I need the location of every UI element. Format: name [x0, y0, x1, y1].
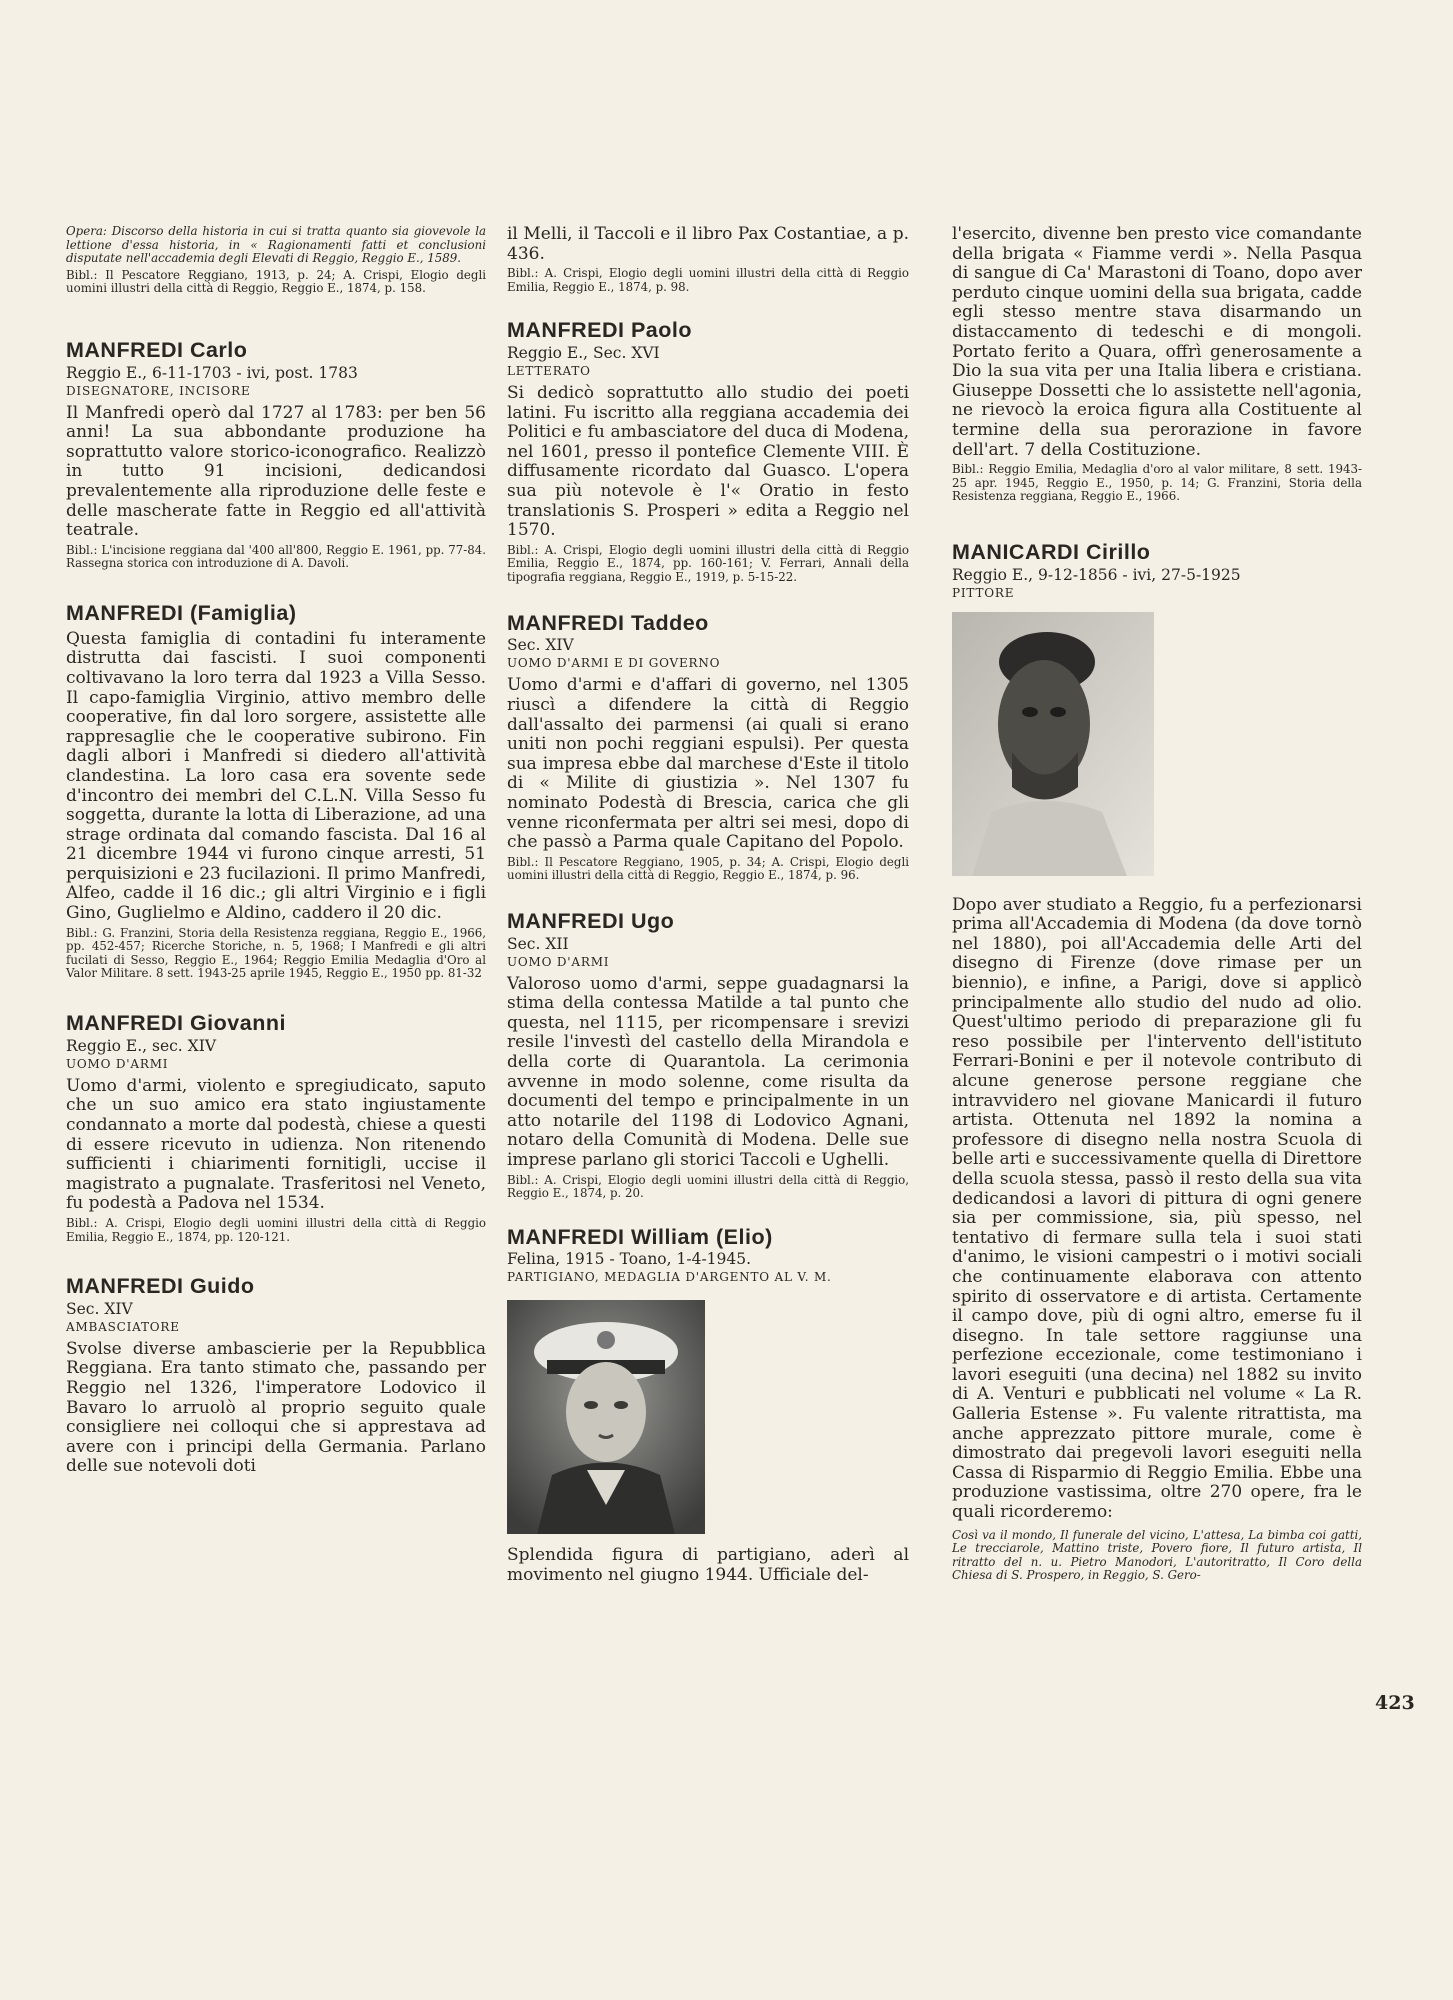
- bibliography: Bibl.: A. Crispi, Elogio degli uomini illustri della città di Reggio, Reggio E., 1874, p. 20.: [507, 1172, 909, 1201]
- entry-title: [507, 611, 909, 636]
- bibliography: Bibl.: G. Franzini, Storia della Resistenza reggiana, Reggio E., 1966, pp. 452-457; Ricerche Storiche, n. 5, 1968; I Manfredi e gli altri fucilati di Sesso, Reggio E., 1964; Reggio Emilia Medaglia d'Oro al Valor Militare. 8 sett. 1943-25 aprile 1945, Reggio E., 1950 pp. 81-32: [66, 925, 486, 981]
- entry-title: [66, 601, 486, 626]
- entry-role: PITTORE: [952, 585, 1015, 600]
- surname: MANICARDI: [952, 539, 1080, 564]
- given-name: (Famiglia): [189, 601, 297, 626]
- given-name: Taddeo: [630, 610, 709, 635]
- entry-text: il Melli, il Taccoli e il libro Pax Costantiae, a p. 436.: [507, 224, 909, 264]
- bibliography: Bibl.: A. Crispi, Elogio degli uomini illustri della città di Reggio Emilia, Reggio E., 1874, pp. 160-161; V. Ferrari, Annali della tipografia reggiana, Reggio E., 1919, p. 5-15-22.: [507, 542, 909, 585]
- entry-dates: Reggio E., Sec. XVI: [507, 344, 660, 363]
- bibliography: Bibl.: L'incisione reggiana dal '400 all'800, Reggio E. 1961, pp. 77-84. Rassegna storica con introduzione di A. Davoli.: [66, 542, 486, 571]
- entry-dates: Reggio E., 6-11-1703 - ivi, post. 1783: [66, 363, 358, 382]
- entry-manfredi-ugo: [507, 909, 909, 1201]
- entry-text: Dopo aver studiato a Reggio, fu a perfezionarsi prima all'Accademia di Modena (da dove tornò nel 1880), poi all'Accademia delle Arti del disegno di Firenze (dove rimase per un biennio), e infine, a Parigi, dove si applicò principalmente allo studio del nudo ad olio. Quest'ultimo periodo di preparazione gli fu reso possibile per l'intervento dell'istituto Ferrari-Bonini e per il notevole contributo di alcune generose persone reggiane che intravvidero nel giovane Manicardi il futuro artista. Ottenuta nel 1892 la nomina a professore di disegno nella nostra Scuola di belle arti e successivamente quella di Direttore della scuola stessa, passò il resto della sua vita dedicandosi a lavori di pittura di ogni genere sia per commissione, sia, più spesso, nel tentativo di fermare sulla tela i suoi stati d'animo, le visioni campestri o i motivi sociali che continuamente elaborava con attento spirito di osservatore e di artista. Certamente il campo dove, più di ogni altro, emerse fu il disegno. In tale settore raggiunse una perfezione eccezionale, come testimoniano i lavori eseguiti (una decina) nel 1882 su invito di A. Venturi e pubblicati nel volume « La R. Galleria Estense ». Fu valente ritrattista, ma anche apprezzato pittore murale, come è dimostrato dai pregevoli lavori eseguiti nella Cassa di Risparmio di Reggio Emilia. Ebbe una produzione vastissima, oltre 270 opere, fra le quali ricorderemo:: [952, 894, 1362, 1523]
- given-name: Ugo: [630, 908, 675, 933]
- entry-title: [507, 1225, 909, 1250]
- entry-dates: Reggio E., 9-12-1856 - ivi, 27-5-1925: [952, 565, 1241, 584]
- entry-manfredi-paolo: [507, 318, 909, 584]
- given-name: Paolo: [630, 318, 692, 343]
- entry-continuation: [507, 225, 909, 294]
- surname: MANFREDI: [66, 1274, 184, 1299]
- entry-role: PARTIGIANO, MEDAGLIA D'ARGENTO AL V. M.: [507, 1270, 832, 1285]
- given-name: Giovanni: [189, 1011, 286, 1036]
- entry-text: Uomo d'armi, violento e spregiudicato, saputo che un suo amico era stato ingiustamente condannato a morte dal podestà, chiese a questi di essere ricevuto in udienza. Non ritenendo sufficienti i chiarimenti fornitigli, uccise il magistrato a pugnalate. Trasferitosi nel Veneto, fu podestà a Padova nel 1534.: [66, 1075, 486, 1214]
- entry-dates: Sec. XIV: [507, 636, 574, 655]
- given-name: William (Elio): [630, 1224, 773, 1249]
- entry-title: [66, 1274, 486, 1299]
- surname: MANFREDI: [507, 610, 625, 635]
- entry-role: UOMO D'ARMI E DI GOVERNO: [507, 656, 721, 671]
- entry-manfredi-carlo: [66, 338, 486, 571]
- entry-role: LETTERATO: [507, 364, 591, 379]
- portrait-image: [952, 612, 1154, 876]
- column-2: [507, 225, 909, 1606]
- entry-text: Splendida figura di partigiano, aderì al movimento nel giugno 1944. Ufficiale del-: [507, 1545, 909, 1586]
- entry-manicardi-cirillo: [952, 540, 1362, 1583]
- entry-manfredi-william: [507, 1225, 909, 1586]
- entry-role: DISEGNATORE, INCISORE: [66, 383, 251, 398]
- entry-continuation: [952, 225, 1362, 504]
- entry-dates: Sec. XIV: [66, 1299, 133, 1318]
- entry-role: UOMO D'ARMI: [66, 1056, 169, 1071]
- entry-text: Uomo d'armi e d'affari di governo, nel 1305 riuscì a difendere la città di Reggio dall'assalto dei parmensi (ai quali si erano uniti non pochi reggiani espulsi). Per questa sua impresa ebbe dal marchese d'Este il titolo di « Milite di giustizia ». Nel 1307 fu nominato Podestà di Brescia, carica che gli venne riconfermata per altri sei mesi, dopo di che passò a Parma quale Capitano del Popolo.: [507, 675, 909, 853]
- entry-text: Svolse diverse ambascierie per la Repubblica Reggiana. Era tanto stimato che, passando per Reggio nel 1326, l'imperatore Lodovico il Bavaro lo arruolò al proprio seguito quale consigliere nei colloqui che si apprestava ad avere con i principi della Germania. Parlano delle sue notevoli doti: [66, 1338, 486, 1477]
- bibliography: Bibl.: Il Pescatore Reggiano, 1913, p. 24; A. Crispi, Elogio degli uomini illustri della città di Reggio, Reggio E., 1874, p. 158.: [66, 267, 486, 296]
- column-3: [952, 225, 1362, 1603]
- bibliography: Bibl.: A. Crispi, Elogio degli uomini illustri della città di Reggio Emilia, Reggio E., 1874, pp. 120-121.: [66, 1215, 486, 1244]
- entry-manfredi-taddeo: [507, 611, 909, 883]
- entry-manfredi-famiglia: [66, 601, 486, 981]
- surname: MANFREDI: [507, 1224, 625, 1249]
- entry-title: [66, 1011, 486, 1036]
- entry-text: Si dedicò soprattutto allo studio dei poeti latini. Fu iscritto alla reggiana accademia dei Politici e fu ambasciatore del duca di Modena, nel 1601, presso il pontefice Clemente VIII. È diffusamente ricordato dal Guasco. L'opera sua più notevole è l'« Oratio in festo translationis S. Prosperi » edita a Reggio nel 1570.: [507, 383, 909, 541]
- opera-note: Opera: Discorso della historia in cui si tratta quanto sia giovevole la lettione d'essa historia, in « Ragionamenti fatti et conclusioni disputate nell'accademia degli Elevati di Reggio, Reggio E., 1589.: [66, 224, 486, 266]
- column-1: [66, 225, 486, 1497]
- bibliography: Bibl.: Reggio Emilia, Medaglia d'oro al valor militare, 8 sett. 1943-25 apr. 1945, Reggio E., 1950, p. 14; G. Franzini, Storia della Resistenza reggiana, Reggio E., 1966.: [952, 462, 1362, 504]
- entry-role: AMBASCIATORE: [66, 1319, 180, 1334]
- entry-title: [507, 909, 909, 934]
- portrait-photo: [952, 612, 1154, 876]
- entry-manfredi-guido: [66, 1274, 486, 1477]
- given-name: Guido: [189, 1274, 255, 1299]
- entry-top-note: [66, 225, 486, 296]
- entry-text: Il Manfredi operò dal 1727 al 1783: per ben 56 anni! La sua abbondante produzione ha soprattutto valore storico-iconografico. Realizzò in tutto 91 incisioni, dedicandosi prevalentemente alla riproduzione delle feste e delle mascherate fatte in Reggio ed all'attività teatrale.: [66, 402, 486, 541]
- surname: MANFREDI: [66, 337, 184, 362]
- bibliography: Bibl.: Il Pescatore Reggiano, 1905, p. 34; A. Crispi, Elogio degli uomini illustri della città di Reggio, Reggio E., 1874, p. 96.: [507, 854, 909, 883]
- surname: MANFREDI: [66, 1011, 184, 1036]
- portrait-image: [507, 1300, 705, 1534]
- entry-manfredi-giovanni: [66, 1011, 486, 1244]
- entry-title: [66, 338, 486, 363]
- surname: MANFREDI: [507, 318, 625, 343]
- entry-text: Valoroso uomo d'armi, seppe guadagnarsi la stima della contessa Matilde a tal punto che questa, nel 1115, per ricompensare i srevizi resile l'investì del castello della Mirandola e della corte di Quarantola. La cerimonia avvenne in modo solenne, come risulta da documenti del tempo e principalmente in un atto notarile del 1198 di Lodovico Agnani, notaro della Comunità di Modena. Delle sue imprese parlano gli storici Taccoli e Ughelli.: [507, 973, 909, 1170]
- given-name: Carlo: [189, 337, 248, 362]
- portrait-photo: [507, 1300, 705, 1534]
- entry-text: l'esercito, divenne ben presto vice comandante della brigata « Fiamme verdi ». Nella Pasqua di sangue di Ca' Marastoni di Toano, dopo aver perduto cinque uomini della sua brigata, cadde egli stesso mentre stava disarmando un distaccamento di tedeschi e di mongoli. Portato ferito a Quara, offrì generosamente a Dio la sua vita per una Italia libera e cristiana. Giuseppe Dossetti che lo assistette nell'agonia, ne rievocò la eroica figura alla Costituente al termine della sua perorazione in favore dell'art. 7 della Costituzione.: [952, 224, 1362, 460]
- given-name: Cirillo: [1086, 539, 1151, 564]
- entry-dates: Felina, 1915 - Toano, 1-4-1945.: [507, 1250, 752, 1269]
- surname: MANFREDI: [507, 908, 625, 933]
- entry-dates: Reggio E., sec. XIV: [66, 1036, 217, 1055]
- entry-title: [952, 540, 1362, 565]
- works-list: Così va il mondo, Il funerale del vicino, L'attesa, La bimba coi gatti, Le trecciarole, Mattino triste, Povero fiore, Il futuro artista, Il ritratto del n. u. Pietro Manodori, L'autoritratto, Il Coro della Chiesa di S. Prospero, in Reggio, S. Gero-: [952, 1527, 1362, 1583]
- page-number: 423: [1375, 1692, 1415, 1714]
- entry-dates: Sec. XII: [507, 934, 569, 953]
- entry-role: UOMO D'ARMI: [507, 954, 610, 969]
- entry-title: [507, 318, 909, 343]
- surname: MANFREDI: [66, 601, 184, 626]
- bibliography: Bibl.: A. Crispi, Elogio degli uomini illustri della città di Reggio Emilia, Reggio E., 1874, p. 98.: [507, 266, 909, 294]
- entry-text: Questa famiglia di contadini fu interamente distrutta dai fascisti. I suoi componenti coltivavano la loro terra dal 1923 a Villa Sesso. Il capo-famiglia Virginio, attivo membro delle cooperative, fin dal loro sorgere, assistette alle rappresaglie che le cooperative subirono. Fin dagli albori i Manfredi si diedero all'attività clandestina. La loro casa era sovente sede d'incontro dei membri del C.L.N. Villa Sesso fu soggetta, durante la lotta di Liberazione, ad una strage ordinata dal comando fascista. Dal 16 al 21 dicembre 1944 vi furono cinque arresti, 51 perquisizioni e 23 fucilazioni. Il primo Manfredi, Alfeo, cadde il 16 dic.; gli altri Virginio e i figli Gino, Guglielmo e Aldino, caddero il 20 dic.: [66, 628, 486, 924]
